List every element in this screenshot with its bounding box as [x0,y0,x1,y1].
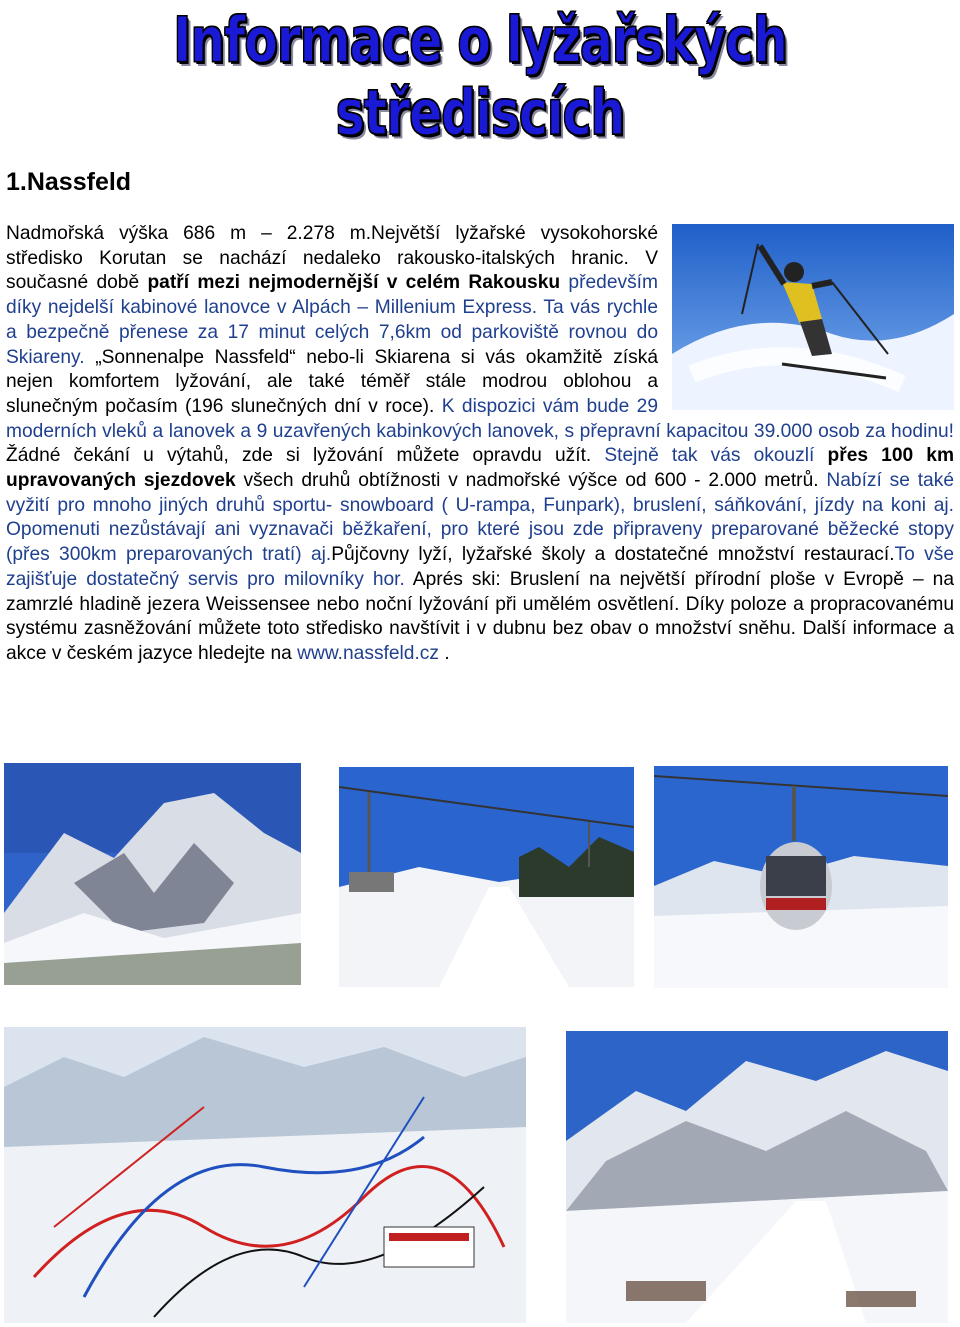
para-text: Půjčovny lyží, lyžařské školy a dostatečné množství restaurací. [331,544,895,566]
para-text: Stejně tak vás okouzlí [604,445,828,467]
valley-panorama-photo [566,1031,948,1323]
para-text: Aprés ski: Bruslení na největší přírodní ploše v Evropě – na zamrzlé hladině jezera Weissensee nebo noční lyžování při umělém osvětlení. Díky poloze a propracovanému systému zasněžování můžete toto středisko navštívit i v dubnu bez obav o množství sněhu. Další informace a akce v českém jazyce hledejte na [6,568,955,664]
para-text: . [439,642,450,664]
mountain-peak-photo [4,763,301,985]
chairlift-photo [339,767,634,987]
para-text: To vše zajišťuje dostatečný servis pro milovníky hor. [6,544,954,590]
para-text: především díky nejdelší kabinové lanovce v Alpách – Millenium Express. Ta vás rychle a bezpečně přenese za 17 minut celých 7,6km od parkoviště rovnou do Skiareny. [6,272,658,368]
para-text: K dispozici vám bude 29 moderních vleků a lanovek a 9 uzavřených kabinkových lanovek, s přepravní kapacitou 39.000 osob za hodinu! [6,395,954,442]
para-bold: přes 100 km upravovaných sjezdovek [6,445,955,492]
page-title: Informace o lyžařských střediscích [173,4,787,149]
para-text: všech druhů obtížnosti v nadmořské výšce od 600 - 2.000 metrů. [235,470,827,492]
piste-map [4,1027,526,1323]
para-bold: patří mezi nejmodernější v celém Rakousku [147,272,561,294]
section-heading: 1.Nassfeld [6,168,132,196]
skier-photo [672,224,954,410]
para-text: „Sonnenalpe Nassfeld“ nebo-li Skiarena si vás okamžitě získá nejen komfortem lyžování, ale také téměř stále modrou oblohou a slunečným počasím (196 slunečných dní v roce). [6,346,658,417]
para-text: Nabízí se také vyžití pro mnoho jiných druhů sportu- snowboard ( U-rampa, Funpark), bruslení, sáňkování, jízdy na koni aj. Opomenuti nezůstávají ani vyznavači běžkaření, pro které jsou zde připraveny preparované běžecké stopy (přes 300km preparovaných tratí) aj. [6,470,954,566]
gondola-photo [654,766,948,988]
para-text: Nadmořská výška 686 m – 2.278 m.Největší lyžařské vysokohorské středisko Korutan se nachází nedaleko rakousko-italských hranic. V současné době [6,223,658,294]
website-link[interactable]: www.nassfeld.cz [297,642,439,664]
article-text [6,222,954,667]
para-text: Žádné čekání u výtahů, zde si lyžování můžete opravdu užít. [6,445,605,467]
